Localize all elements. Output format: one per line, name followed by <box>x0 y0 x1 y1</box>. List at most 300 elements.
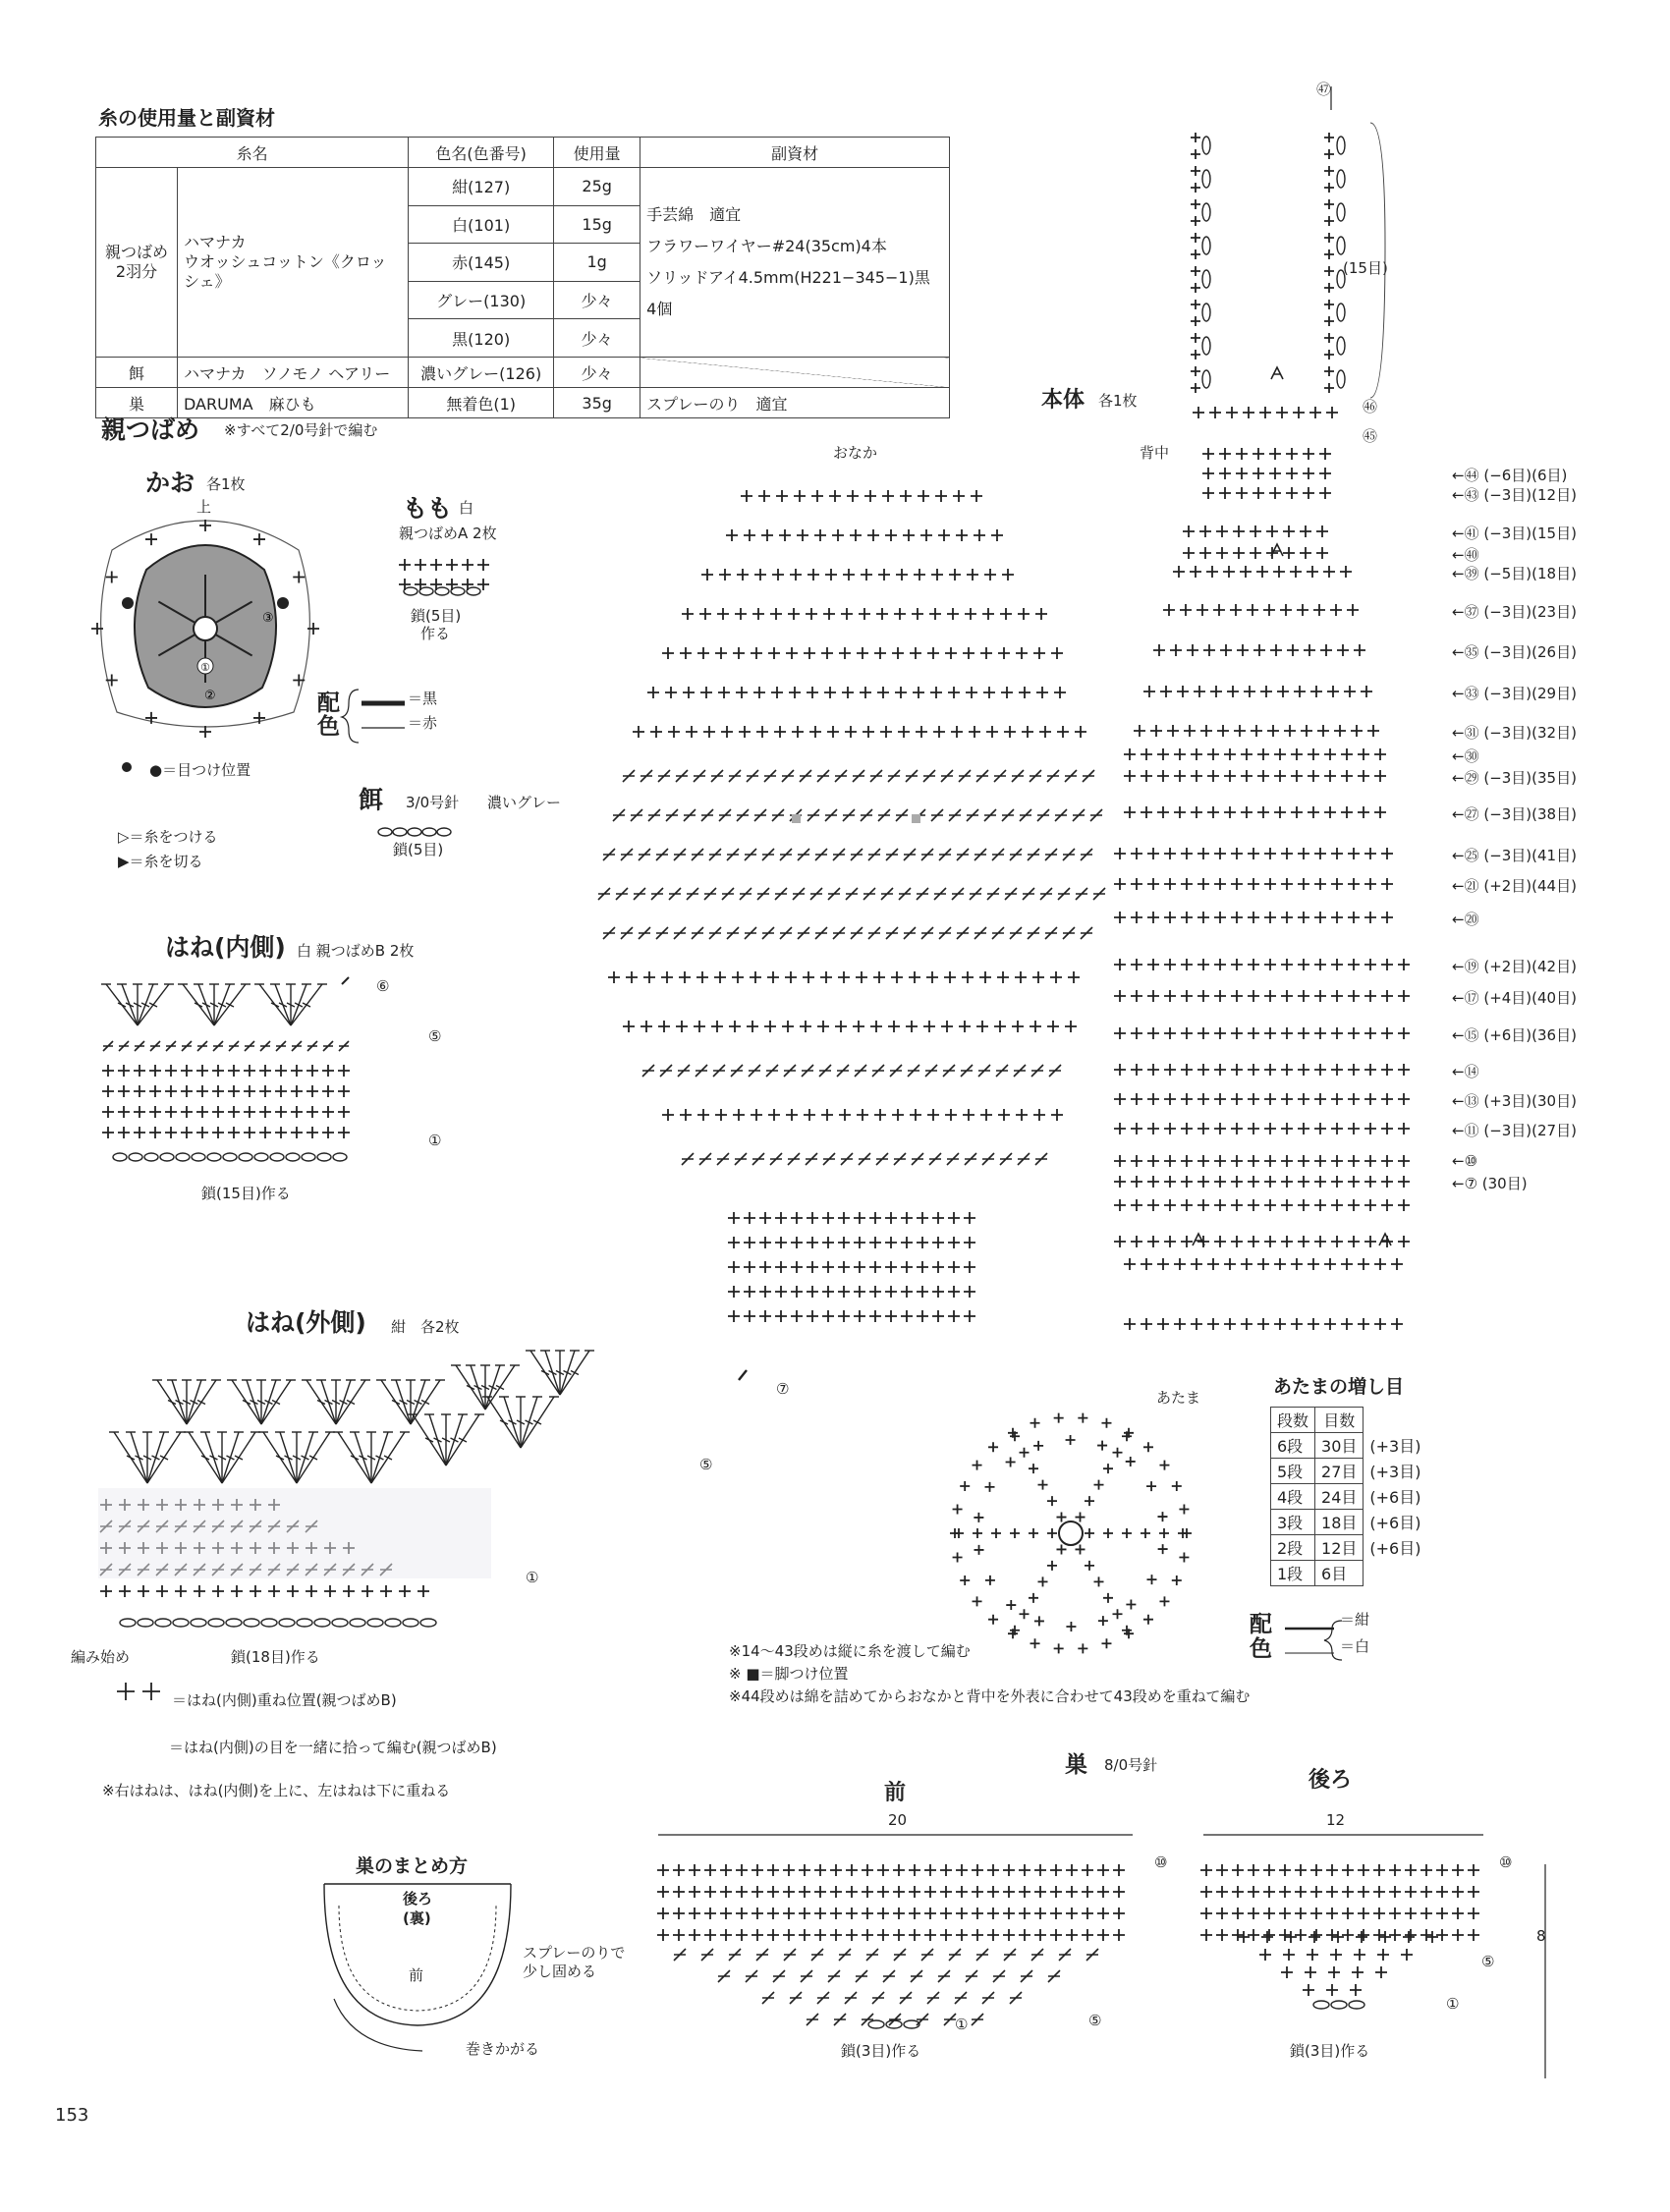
nest-back-chain: 鎖(3目)作る <box>1290 2042 1370 2060</box>
sc-stitch <box>838 1237 850 1248</box>
sc-stitch <box>244 1106 255 1118</box>
stitch <box>746 1970 757 1982</box>
sc-stitch <box>293 572 305 583</box>
sc-stitch <box>701 569 713 581</box>
stitch <box>894 1949 906 1961</box>
sc-stitch <box>948 1237 960 1248</box>
sc-stitch <box>1307 1949 1318 1961</box>
nest-title: 巣 <box>1065 1752 1087 1778</box>
stitch <box>802 1065 813 1077</box>
sc-stitch <box>1232 1929 1244 1941</box>
stitch <box>815 927 827 939</box>
sc-stitch <box>1279 1886 1291 1898</box>
sc-stitch <box>1214 848 1226 859</box>
sc-stitch <box>726 529 738 541</box>
stitch <box>868 849 880 860</box>
thigh-color-1: ＝黒 <box>408 690 438 707</box>
sc-stitch <box>1373 1908 1385 1919</box>
sc-stitch <box>1281 1236 1293 1247</box>
sc-stitch <box>906 1021 918 1032</box>
stitch <box>674 1949 686 1961</box>
sc-stitch <box>661 971 673 983</box>
body-row-label: ←㊴ (−5目)(18目) <box>1452 565 1577 582</box>
sc-stitch <box>608 971 620 983</box>
sc-stitch <box>1257 770 1269 782</box>
sc-stitch <box>1003 1864 1015 1876</box>
sc-stitch <box>1172 1481 1182 1491</box>
stitch <box>806 1153 817 1165</box>
wing-in-row-1: ① <box>428 1132 442 1149</box>
chain-stitch <box>1202 337 1210 355</box>
sc-stitch <box>1426 1931 1438 1943</box>
adult-color: 黒(120) <box>409 319 554 358</box>
stitch <box>899 888 911 900</box>
sc-stitch <box>901 1261 913 1273</box>
stitch <box>1020 809 1031 821</box>
sc-stitch <box>338 1106 350 1118</box>
sc-stitch <box>775 1261 787 1273</box>
sc-stitch <box>736 1929 748 1941</box>
sc-stitch <box>1177 686 1189 697</box>
wing-in-title: はね(内側) <box>165 933 286 962</box>
sc-stitch <box>1191 283 1200 293</box>
head-haisyoku-1: 配 <box>1250 1612 1272 1637</box>
header-yarn: 糸名 <box>96 138 409 168</box>
sc-stitch <box>1274 1318 1286 1330</box>
stitch <box>1028 927 1039 939</box>
sc-stitch <box>985 1482 995 1492</box>
sc-stitch <box>1164 1236 1176 1247</box>
stitch <box>961 1065 973 1077</box>
sc-stitch <box>306 1585 317 1597</box>
sc-stitch <box>932 1310 944 1322</box>
stitch <box>976 770 988 782</box>
sc-stitch <box>1264 1093 1276 1105</box>
sc-stitch <box>967 569 978 581</box>
sc-stitch <box>873 971 885 983</box>
sc-stitch <box>984 569 996 581</box>
sc-stitch <box>1181 878 1193 890</box>
sc-stitch <box>1331 1155 1343 1167</box>
sc-stitch <box>900 490 912 502</box>
sc-stitch <box>882 490 894 502</box>
sc-stitch <box>1085 1528 1094 1538</box>
bait-amount: 少々 <box>554 358 640 388</box>
sc-stitch <box>893 1908 905 1919</box>
chain-stitch <box>1313 2001 1329 2009</box>
sc-stitch <box>909 1908 920 1919</box>
stitch <box>666 809 678 821</box>
sc-stitch <box>1283 525 1295 537</box>
sc-stitch <box>196 1127 208 1138</box>
sc-stitch <box>1190 566 1201 578</box>
sc-stitch <box>165 1065 177 1077</box>
sc-stitch <box>1143 1615 1153 1625</box>
sc-stitch <box>1207 770 1219 782</box>
sc-stitch <box>1241 806 1252 818</box>
sc-stitch <box>1324 283 1334 293</box>
sc-stitch <box>1019 1886 1030 1898</box>
sc-stitch <box>814 529 826 541</box>
sc-stitch <box>1078 1413 1087 1423</box>
sc-stitch <box>259 1127 271 1138</box>
sc-stitch <box>966 687 977 698</box>
sc-stitch <box>1114 1199 1126 1211</box>
stitch <box>1031 1949 1043 1961</box>
stitch <box>908 1065 919 1077</box>
body-row-label: ㊼ <box>1316 81 1332 98</box>
sc-stitch <box>1354 644 1365 656</box>
sc-stitch <box>1124 1258 1136 1270</box>
sc-stitch <box>1354 1949 1365 1961</box>
sc-stitch <box>1214 1123 1226 1134</box>
sc-stitch <box>338 1085 350 1097</box>
chain-stitch <box>333 1153 347 1161</box>
sc-stitch <box>1364 1155 1376 1167</box>
sc-stitch <box>680 1109 692 1121</box>
sc-stitch <box>932 1237 944 1248</box>
sc-stitch <box>1181 1236 1193 1247</box>
body-row-label: ←⑳ <box>1452 911 1479 928</box>
sc-stitch <box>744 1310 755 1322</box>
wing-outer-chart <box>98 1351 747 1700</box>
sc-stitch <box>1143 686 1155 697</box>
sc-stitch <box>1179 1504 1189 1514</box>
stitch <box>943 1065 955 1077</box>
sc-stitch <box>736 687 748 698</box>
sc-stitch <box>771 687 783 698</box>
nest-back-width: 12 <box>1326 1811 1346 1829</box>
inc-stitches: 12目 <box>1315 1535 1364 1561</box>
sc-stitch <box>704 1929 716 1941</box>
stitch <box>780 849 792 860</box>
sc-stitch <box>1164 1027 1176 1039</box>
sc-stitch <box>830 1864 842 1876</box>
sc-stitch <box>700 687 712 698</box>
sc-stitch <box>962 971 974 983</box>
sc-stitch <box>1364 848 1376 859</box>
sc-stitch <box>1364 959 1376 970</box>
sc-stitch <box>275 1127 287 1138</box>
sc-stitch <box>1324 316 1334 326</box>
stitch <box>1045 849 1057 860</box>
stitch <box>119 1041 129 1051</box>
stitch <box>757 888 769 900</box>
sc-stitch <box>776 490 788 502</box>
sc-stitch <box>1051 647 1063 659</box>
sc-stitch <box>1324 366 1334 376</box>
sc-stitch <box>1377 1949 1389 1961</box>
chain-stitch <box>1337 137 1345 154</box>
sc-stitch <box>775 1212 787 1224</box>
sc-stitch <box>1114 848 1126 859</box>
stitch <box>1030 770 1041 782</box>
sc-stitch <box>1374 806 1386 818</box>
stitch <box>135 1041 144 1051</box>
adult-amount: 25g <box>554 168 640 206</box>
sc-stitch <box>1367 725 1379 737</box>
sc-stitch <box>1331 1236 1343 1247</box>
sc-stitch <box>1231 1093 1243 1105</box>
sc-stitch <box>1202 487 1214 499</box>
stitch <box>729 770 741 782</box>
sc-stitch <box>1050 1864 1062 1876</box>
sc-stitch <box>1316 547 1328 559</box>
sc-stitch <box>1248 912 1259 923</box>
sc-stitch <box>1159 1528 1169 1538</box>
sc-stitch <box>1226 407 1238 418</box>
sc-stitch <box>1164 848 1176 859</box>
sc-stitch <box>1184 725 1196 737</box>
sc-stitch <box>752 1908 763 1919</box>
sc-stitch <box>1248 1864 1259 1876</box>
stitch <box>828 888 840 900</box>
stitch <box>1090 809 1102 821</box>
sc-stitch <box>1187 644 1198 656</box>
sc-stitch <box>1314 959 1326 970</box>
stitch <box>1081 849 1092 860</box>
sc-stitch <box>794 490 806 502</box>
body-count: 各1枚 <box>1098 392 1138 410</box>
sc-stitch <box>728 1212 740 1224</box>
stitch <box>1063 927 1075 939</box>
sc-stitch <box>244 1127 255 1138</box>
sc-stitch <box>1364 878 1376 890</box>
stitch <box>992 927 1004 939</box>
sc-stitch <box>1420 1886 1432 1898</box>
sc-stitch <box>1131 878 1142 890</box>
chain-stitch <box>144 1153 158 1161</box>
sc-stitch <box>807 1310 818 1322</box>
sc-stitch <box>1295 1864 1307 1876</box>
sc-stitch <box>1452 1886 1464 1898</box>
sc-stitch <box>1034 1616 1044 1626</box>
stitch <box>699 1153 711 1165</box>
sc-stitch <box>1097 1864 1109 1876</box>
sc-stitch <box>857 647 868 659</box>
legend-dot <box>122 762 132 772</box>
chain-stitch <box>155 1619 171 1627</box>
sc-stitch <box>751 1109 762 1121</box>
sc-stitch <box>945 647 957 659</box>
stitch <box>704 888 716 900</box>
sc-stitch <box>804 1109 815 1121</box>
chain-stitch <box>1202 270 1210 288</box>
stitch <box>684 809 696 821</box>
sc-stitch <box>1320 644 1332 656</box>
stitch <box>853 770 864 782</box>
sc-stitch <box>1191 366 1200 376</box>
sc-stitch <box>862 1864 873 1876</box>
chain-stitch <box>451 587 465 595</box>
sc-stitch <box>1147 912 1159 923</box>
sc-stitch <box>1304 644 1315 656</box>
sc-stitch <box>733 1109 745 1121</box>
sc-stitch <box>783 1886 795 1898</box>
sc-stitch <box>477 559 489 571</box>
chain-stitch <box>270 1153 284 1161</box>
sc-stitch <box>1310 686 1322 697</box>
sc-stitch <box>775 1237 787 1248</box>
sc-stitch <box>1340 566 1352 578</box>
sc-stitch <box>846 1886 858 1898</box>
sc-stitch <box>1141 748 1152 760</box>
wing-pickup-note: ＝はね(内側)の目を一緒に拾って編む(親つばめB) <box>169 1739 497 1756</box>
sc-stitch <box>134 1065 145 1077</box>
sc-stitch <box>118 1127 130 1138</box>
cut-legend: ▶＝糸を切る <box>118 853 203 870</box>
sc-stitch <box>1038 1480 1048 1490</box>
stitch <box>881 888 893 900</box>
sc-stitch <box>1085 1496 1094 1506</box>
sc-stitch <box>1147 878 1159 890</box>
sc-stitch <box>1164 1123 1176 1134</box>
sc-stitch <box>1341 1318 1353 1330</box>
chain-stitch <box>350 1619 365 1627</box>
sc-stitch <box>1331 1123 1343 1134</box>
sc-stitch <box>821 1109 833 1121</box>
sc-stitch <box>799 1886 810 1898</box>
sc-stitch <box>1468 1886 1479 1898</box>
sc-stitch <box>1114 912 1126 923</box>
sc-stitch <box>891 971 903 983</box>
sc-stitch <box>854 1261 865 1273</box>
chain-stitch <box>419 587 433 595</box>
sc-stitch <box>821 647 833 659</box>
back-label: 背中 <box>1140 444 1170 462</box>
body-row-label: ←⑮ (+6目)(36目) <box>1452 1026 1577 1044</box>
sc-stitch <box>1420 1864 1432 1876</box>
sc-stitch <box>1224 806 1236 818</box>
sc-stitch <box>1015 971 1027 983</box>
sc-stitch <box>149 1065 161 1077</box>
stitch <box>642 1065 654 1077</box>
body-note-3: ※44段めは綿を詰めてからおなかと背中を外表に合わせて43段めを重ねて編む <box>729 1687 1251 1705</box>
sc-stitch <box>822 1212 834 1224</box>
stitch <box>701 809 713 821</box>
stitch <box>770 1153 782 1165</box>
sc-stitch <box>744 1212 755 1224</box>
nest-front-row-1: ① <box>955 2016 969 2033</box>
sc-stitch <box>733 647 745 659</box>
sc-stitch <box>732 971 744 983</box>
sc-stitch <box>1019 1908 1030 1919</box>
sc-stitch <box>846 1864 858 1876</box>
sc-stitch <box>275 1106 287 1118</box>
stitch <box>987 888 999 900</box>
sc-stitch <box>1219 468 1231 479</box>
sc-stitch <box>876 608 888 620</box>
sc-stitch <box>822 1286 834 1298</box>
sc-stitch <box>1398 1199 1410 1211</box>
sc-stitch <box>1398 1155 1410 1167</box>
sc-stitch <box>1131 1176 1142 1188</box>
sc-stitch <box>1197 1176 1209 1188</box>
sc-stitch <box>1197 1123 1209 1134</box>
sc-stitch <box>1141 1528 1150 1538</box>
stitch <box>974 849 986 860</box>
sc-stitch <box>859 608 870 620</box>
sc-stitch <box>1358 770 1369 782</box>
sc-stitch <box>1216 1908 1228 1919</box>
sc-stitch <box>1293 407 1305 418</box>
stitch <box>1010 927 1022 939</box>
stitch <box>996 1065 1008 1077</box>
thigh-make: 作る <box>420 625 451 642</box>
sc-stitch <box>1248 1886 1259 1898</box>
sc-stitch <box>991 529 1003 541</box>
sc-stitch <box>1364 1176 1376 1188</box>
sc-stitch <box>1331 1064 1343 1076</box>
sc-stitch <box>860 687 871 698</box>
sc-stitch <box>948 1261 960 1273</box>
sc-stitch <box>1381 1155 1393 1167</box>
stitch <box>912 1153 923 1165</box>
stitch <box>931 809 943 821</box>
sc-stitch <box>1002 569 1014 581</box>
stitch <box>623 770 635 782</box>
sc-stitch <box>1159 1596 1169 1606</box>
stitch <box>807 809 819 821</box>
sc-stitch <box>788 608 800 620</box>
chain-stitch <box>160 1153 174 1161</box>
sc-stitch <box>782 1021 794 1032</box>
sc-stitch <box>1183 525 1195 537</box>
sc-stitch <box>880 726 892 738</box>
stitch <box>835 770 847 782</box>
sc-stitch <box>212 1127 224 1138</box>
sc-stitch <box>956 1908 968 1919</box>
stitch <box>1076 888 1087 900</box>
sc-stitch <box>964 1261 975 1273</box>
sc-stitch <box>1174 748 1186 760</box>
wing-in-row-5: ⑤ <box>428 1027 442 1045</box>
stitch <box>648 809 660 821</box>
sc-stitch <box>759 1237 771 1248</box>
sc-stitch <box>845 726 857 738</box>
sc-stitch <box>953 1504 963 1514</box>
sc-stitch <box>898 726 910 738</box>
sc-stitch <box>803 971 814 983</box>
sc-stitch <box>1230 604 1242 616</box>
sc-stitch <box>1047 1021 1059 1032</box>
stitch <box>984 809 996 821</box>
sc-stitch <box>1290 566 1302 578</box>
sc-stitch <box>820 971 832 983</box>
sc-stitch <box>720 1886 732 1898</box>
stitch <box>843 809 855 821</box>
sc-stitch <box>1313 604 1325 616</box>
sc-stitch <box>1224 748 1236 760</box>
bait-color: 濃いグレー(126) <box>409 358 554 388</box>
sc-stitch <box>1341 806 1353 818</box>
sc-stitch <box>1036 687 1048 698</box>
stitch <box>762 1992 774 2004</box>
sc-stitch <box>1452 1908 1464 1919</box>
sc-stitch <box>1281 1176 1293 1188</box>
sc-stitch <box>1273 566 1285 578</box>
head-haisyoku-2: 色 <box>1250 1636 1272 1662</box>
sc-stitch <box>1358 1864 1369 1876</box>
sc-stitch <box>1034 1864 1046 1876</box>
adult-color: グレー(130) <box>409 281 554 319</box>
sc-stitch <box>1231 1155 1243 1167</box>
sc-stitch <box>953 490 965 502</box>
sc-stitch <box>1261 1931 1273 1943</box>
stitch <box>955 1992 967 2004</box>
sc-stitch <box>673 1929 685 1941</box>
stitch <box>727 927 739 939</box>
